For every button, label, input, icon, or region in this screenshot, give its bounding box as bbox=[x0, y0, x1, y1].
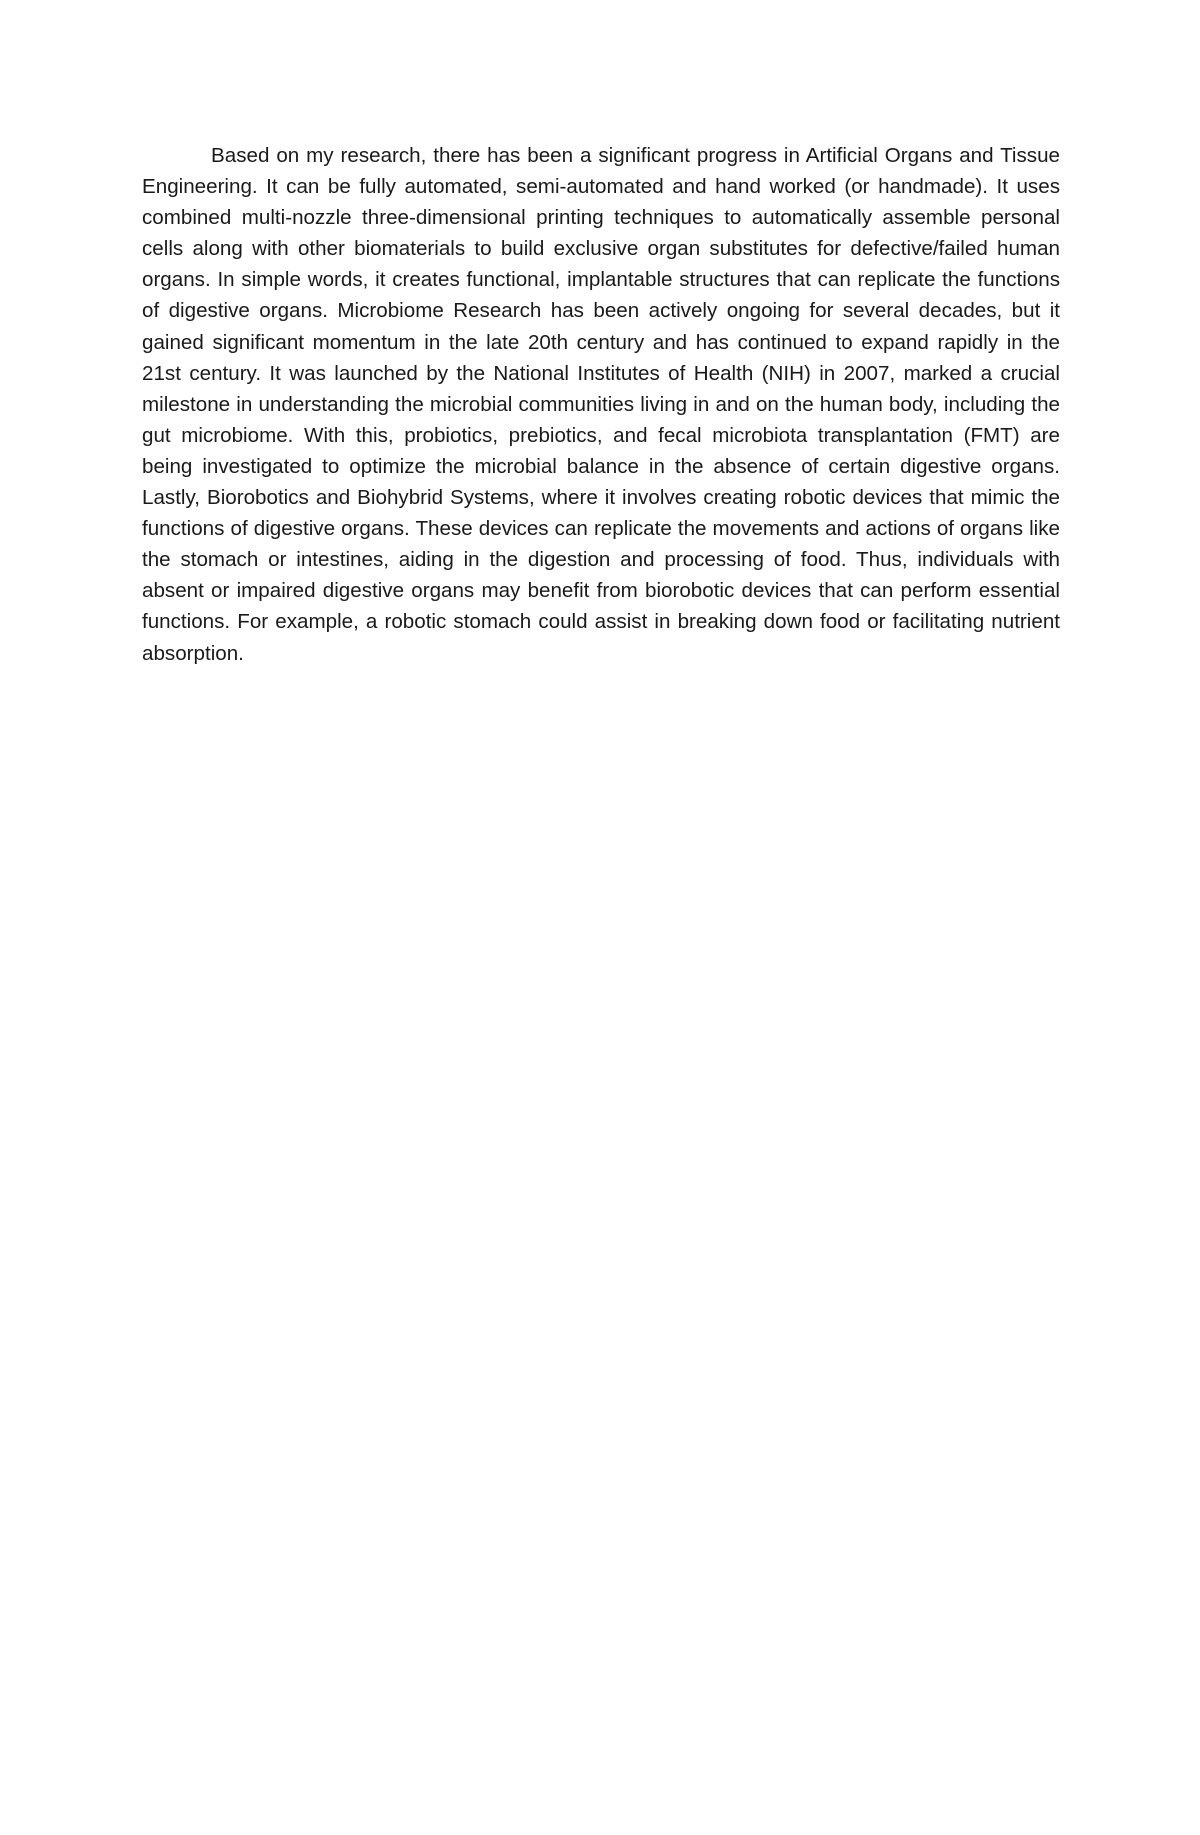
body-paragraph: Based on my research, there has been a significant progress in Artificial Organs and Tissue Engineering. It can be fully automated, semi-automated and hand worked (or handmade). It uses combined multi-nozzle three-dimensional printing techniques to automatically assemble personal cells along with other biomaterials to build exclusive organ substitutes for defective/failed human organs. In simple words, it creates functional, implantable structures that can replicate the functions of digestive organs. Microbiome Research has been actively ongoing for several decades, but it gained significant momentum in the late 20th century and has continued to expand rapidly in the 21st century. It was launched by the National Institutes of Health (NIH) in 2007, marked a crucial milestone in understanding the microbial communities living in and on the human body, including the gut microbiome. With this, probiotics, prebiotics, and fecal microbiota transplantation (FMT) are being investigated to optimize the microbial balance in the absence of certain digestive organs. Lastly, Biorobotics and Biohybrid Systems, where it involves creating robotic devices that mimic the functions of digestive organs. These devices can replicate the movements and actions of organs like the stomach or intestines, aiding in the digestion and processing of food. Thus, individuals with absent or impaired digestive organs may benefit from biorobotic devices that can perform essential functions. For example, a robotic stomach could assist in breaking down food or facilitating nutrient absorption. bbox=[142, 144, 1060, 665]
